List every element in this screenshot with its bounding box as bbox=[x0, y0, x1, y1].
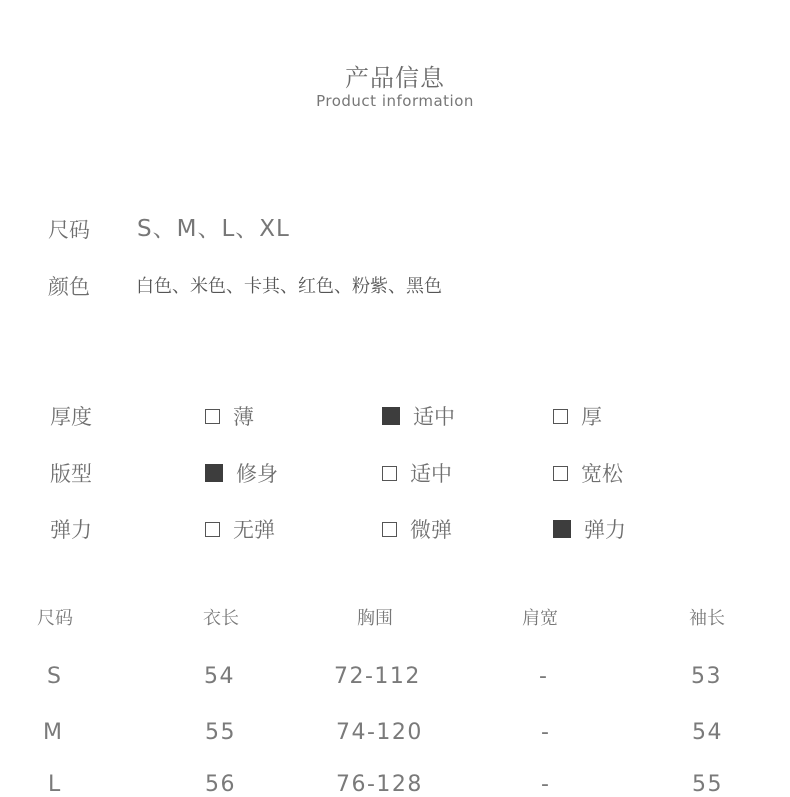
fit-option-regular bbox=[382, 458, 452, 488]
color-value: 白色、米色、卡其、红色、粉紫、黑色 bbox=[136, 276, 442, 297]
table-cell: 54 bbox=[204, 664, 235, 689]
thickness-option-thin bbox=[205, 401, 254, 431]
table-header-sleeve: 袖长 bbox=[689, 608, 725, 629]
checked-box-icon bbox=[382, 407, 400, 425]
table-cell: S bbox=[47, 664, 63, 689]
section-title: 产品信息 bbox=[345, 64, 445, 92]
stretch-label: 弹力 bbox=[50, 518, 92, 542]
fit-label: 版型 bbox=[50, 462, 92, 486]
size-value: S、M、L、XL bbox=[137, 216, 290, 242]
table-cell: 53 bbox=[691, 664, 722, 689]
checkbox-icon bbox=[382, 466, 397, 481]
table-header-shoulder: 肩宽 bbox=[522, 608, 558, 629]
table-cell: - bbox=[541, 720, 551, 745]
table-cell: 55 bbox=[692, 772, 723, 797]
thickness-option-medium bbox=[382, 401, 455, 431]
option-label: 宽松 bbox=[581, 462, 623, 486]
table-cell: M bbox=[43, 720, 64, 745]
table-cell: 56 bbox=[205, 772, 236, 797]
fit-option-loose bbox=[553, 458, 623, 488]
option-label: 薄 bbox=[233, 405, 254, 429]
stretch-option-stretch bbox=[553, 514, 626, 544]
checked-box-icon bbox=[553, 520, 571, 538]
stretch-option-slight bbox=[382, 514, 452, 544]
table-cell: - bbox=[541, 772, 551, 797]
table-cell: 55 bbox=[205, 720, 236, 745]
table-cell: 76-128 bbox=[336, 772, 423, 797]
option-label: 修身 bbox=[236, 462, 278, 486]
table-cell: 72-112 bbox=[334, 664, 421, 689]
fit-option-slim bbox=[205, 458, 278, 488]
table-header-bust: 胸围 bbox=[357, 608, 393, 629]
checkbox-icon bbox=[553, 466, 568, 481]
option-label: 微弹 bbox=[410, 518, 452, 542]
option-label: 适中 bbox=[410, 462, 452, 486]
thickness-option-thick bbox=[553, 401, 602, 431]
option-label: 厚 bbox=[581, 405, 602, 429]
thickness-label: 厚度 bbox=[50, 405, 92, 429]
checkbox-icon bbox=[205, 522, 220, 537]
table-header-length: 衣长 bbox=[203, 608, 239, 629]
checkbox-icon bbox=[382, 522, 397, 537]
checkbox-icon bbox=[205, 409, 220, 424]
color-label: 颜色 bbox=[48, 275, 90, 299]
option-label: 弹力 bbox=[584, 518, 626, 542]
option-label: 适中 bbox=[413, 405, 455, 429]
table-header-size: 尺码 bbox=[37, 608, 73, 629]
stretch-option-none bbox=[205, 514, 275, 544]
table-cell: 74-120 bbox=[336, 720, 423, 745]
checked-box-icon bbox=[205, 464, 223, 482]
table-cell: 54 bbox=[692, 720, 723, 745]
section-subtitle: Product information bbox=[316, 92, 474, 110]
table-cell: - bbox=[539, 664, 549, 689]
size-label: 尺码 bbox=[48, 218, 90, 242]
checkbox-icon bbox=[553, 409, 568, 424]
table-cell: L bbox=[48, 772, 62, 797]
option-label: 无弹 bbox=[233, 518, 275, 542]
